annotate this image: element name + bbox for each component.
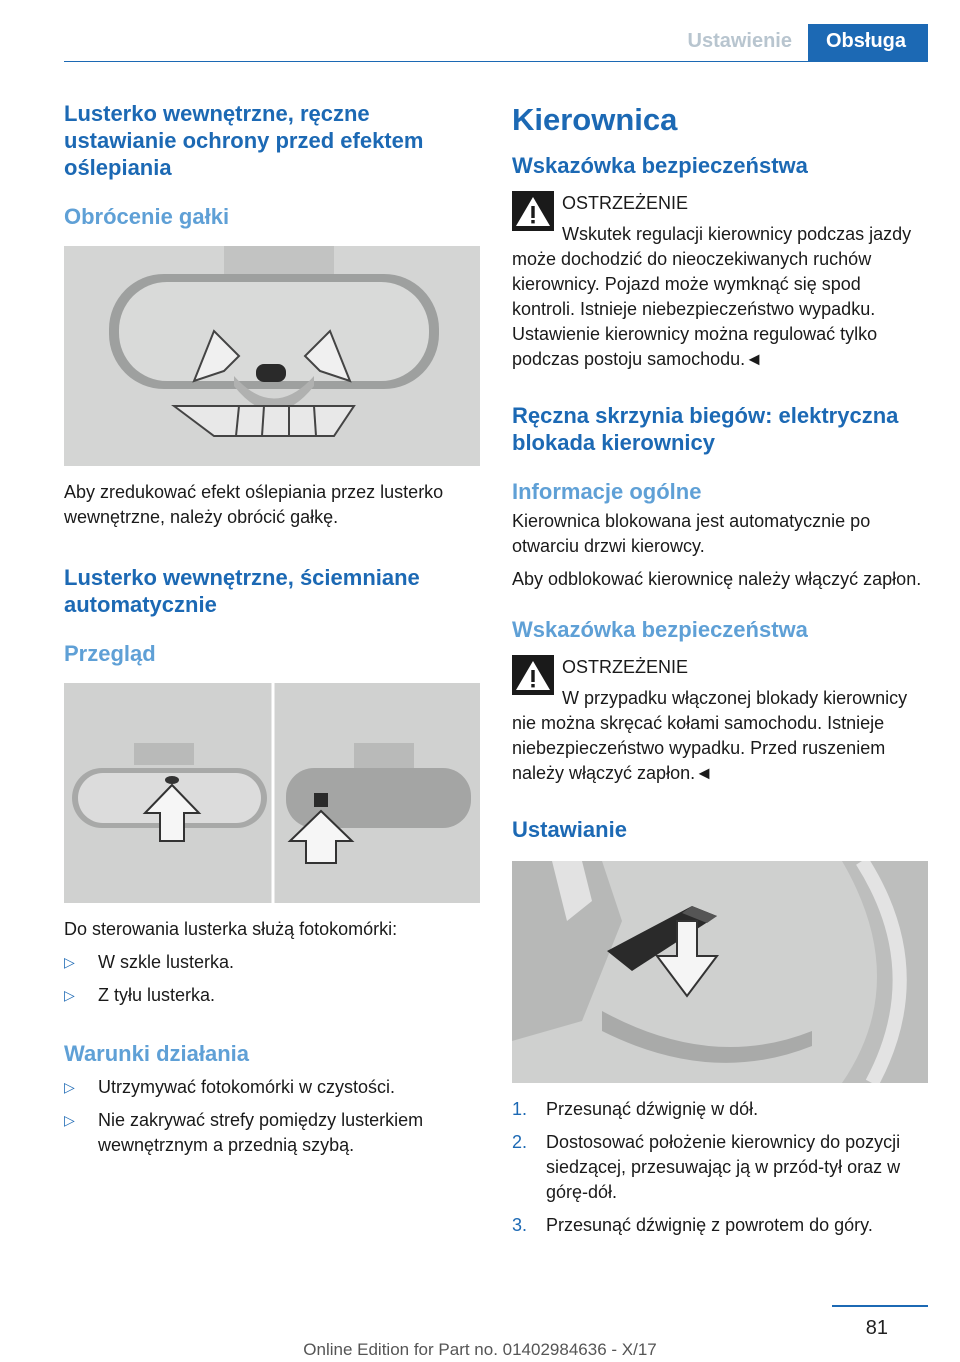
paragraph-lock-1: Kierownica blokowana jest automatycznie po otwarciu drzwi kierowcy. [512,511,871,556]
footer-edition: Online Edition for Part no. 01402984636 - X/17 [303,1340,657,1359]
warning-icon [512,655,554,695]
left-column [64,100,480,1158]
section-heading-safety-1: Wskazówka bezpieczeństwa [512,153,808,178]
paragraph-knob: Aby zredukować efekt oślepiania przez lusterko wewnętrzne, należy obrócić gałkę. [64,482,444,527]
subheading-operating-conditions: Warunki działania [64,1041,250,1066]
list-item: ▷ W szkle lusterka. [64,952,235,972]
list-item: 1. Przesunąć dźwignię w dół. [512,1099,759,1119]
steering-lever-image [512,861,928,1083]
section-heading-steering-lock: Ręczna skrzynia biegów: elektryczna blokada kierownicy [512,403,899,455]
paragraph-lock-2: Aby odblokować kierownicę należy włączyć zapłon. [512,569,922,589]
section-heading-auto-dimming: Lusterko wewnętrzne, ściemniane automatycznie [64,565,420,617]
warning-block-2 [512,655,928,680]
mirror-knob-image [64,246,480,466]
warning-text-1: Wskutek regulacji kierownicy podczas jazdy może dochodzić do nieoczekiwanych ruchów kierownicy. Pojazd może wymknąć się spod kontroli. Istnieje niebezpieczeństwo wypadku. Ustawienie kierownicy można regulować tylko podczas postoju samochodu.◄ [512,224,912,369]
photocells-image [64,683,480,903]
list-item: 2. Dostosować położenie kierownicy do pozycji siedzącej, przesuwając ją w przód-tył oraz w górę-dół. [512,1132,901,1202]
subheading-turn-knob: Obrócenie gałki [64,204,230,229]
footer-rule [832,1305,928,1307]
warning-block-1 [512,191,928,216]
warning-text-2: W przypadku włączonej blokady kierownicy nie można skręcać kołami samochodu. Istnieje niebezpieczeństwo wypadku. Przed ruszeniem należy włączyć zapłon.◄ [512,688,908,783]
warning-label: OSTRZEŻENIE [562,193,689,213]
subheading-safety-2: Wskazówka bezpieczeństwa [512,617,808,642]
list-item: ▷ Nie zakrywać strefy pomiędzy lusterkiem wewnętrznym a przednią szybą. [64,1110,424,1155]
list-item: ▷ Utrzymywać fotokomórki w czystości. [64,1077,396,1097]
adjust-steps [512,1097,928,1238]
subheading-general-info: Informacje ogólne [512,479,702,504]
warning-label: OSTRZEŻENIE [562,657,689,677]
right-column [512,100,928,1238]
list-item: ▷ Z tyłu lusterka. [64,985,216,1005]
tab-obsluga[interactable]: Obsługa [808,24,928,62]
section-heading-adjusting: Ustawianie [512,817,627,842]
page-title: Kierownica [512,102,678,137]
paragraph-photocells: Do sterowania lusterka służą fotokomórki: [64,919,398,939]
header-rule [64,61,928,62]
section-heading-manual-mirror: Lusterko wewnętrzne, ręczne ustawianie ochrony przed efektem oślepiania [64,101,424,180]
tab-ustawienie[interactable]: Ustawienie [687,30,792,52]
list-item: 3. Przesunąć dźwignię z powrotem do góry. [512,1215,873,1235]
photocell-list [64,950,480,1008]
page-number: 81 [865,1317,888,1339]
conditions-list [64,1075,480,1158]
warning-icon [512,191,554,231]
subheading-overview: Przegląd [64,641,156,666]
header-tabs [688,24,929,62]
